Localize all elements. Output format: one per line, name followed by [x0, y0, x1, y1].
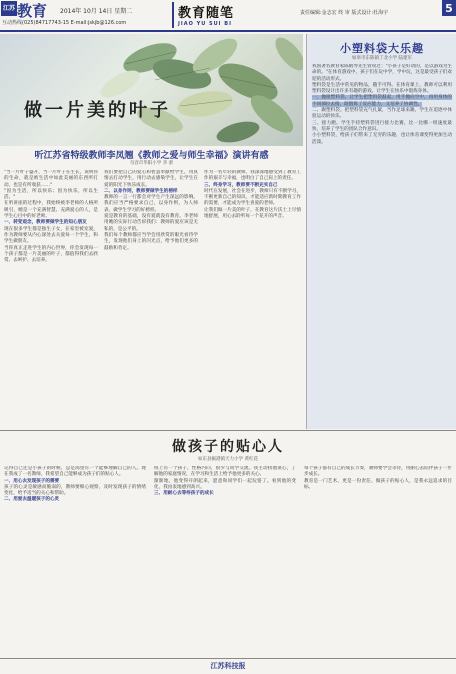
sidebar-article [306, 34, 456, 429]
paragraph: 时代在发展，社会在进步，教师只有不断学习，不断更新自己的知识，才能适应新时期教育工作的需要，才能成为学生喜爱的老师。 [204, 188, 301, 207]
section-heading: 二、以身作则，教师要做学生的榜样 [104, 188, 178, 194]
feature-title: 听江苏省特级教师李凤翘《教师之爱与师生幸福》演讲有感 [34, 151, 269, 161]
sidebar-body [312, 64, 452, 424]
column-pinyin: JIAO YU SUI BI [178, 21, 232, 27]
article2-byline: 如东县掘港镇天力小学 黄红花 [198, 457, 258, 462]
paragraph: 记得自己还是小孩子的时候，总是渴望有一个能够理解自己的人。现在我成了一名教师，我希望自己能够成为孩子们的贴心人。 [4, 466, 146, 478]
issue-date: 2014年 10月 14日 星期二 [60, 8, 133, 15]
section-heading: 二、用爱去温暖孩子的心灵 [4, 497, 60, 503]
paragraph: 当你真正走进学生的内心世界，你会发现每一个孩子都是一片美丽的叶子，都值得我们去欣赏、去呵护、去培养。 [4, 245, 98, 264]
column-title-box [172, 2, 248, 28]
paragraph: 孩子的心灵是敏感而脆弱的，教师要细心观察，及时发现孩子的情绪变化，给予适当的关心和帮助。 [4, 484, 146, 497]
page-header [0, 0, 456, 32]
article2-title: 做孩子的贴心人 [172, 439, 284, 455]
paragraph: "当一片叶子盛开，当一片叶子在生长，说明你的生命，就是被生活中如此美丽的东西所打动。也是有所收获……" [4, 170, 98, 188]
paragraph: 作为一名年轻的教师，我深深地感受到了教育工作的艰辛与幸福，也明白了自己肩上的责任。 [204, 170, 301, 182]
paragraph: 小小塑料袋，给孩子们带来了无穷的乐趣，也让体育课变得更加生动活泼。 [312, 133, 452, 145]
section-heading: 三、终身学习，教师要不断充实自己 [204, 182, 278, 188]
article2-column-3 [304, 466, 452, 656]
article2-column-2 [154, 466, 296, 656]
paragraph: 二、踢塑料袋。把塑料袋充气扎紧，当作足球来踢，学生在追逐中体验运动的快乐。 [312, 108, 452, 120]
paragraph: 塑料袋是生活中常见的物品，随手可得。在体育课上，教师可以利用塑料袋设计出许多有趣的游戏，让学生在快乐中锻炼身体。 [312, 82, 452, 95]
paragraph: 我们每个教师都应当学会用欣赏的眼光看待学生，发现他们身上的闪光点，给予他们更多的鼓励和肯定。 [104, 232, 198, 251]
paragraph: 现在很多学生都是独生子女，在家里被宠爱，作为教师要从内心深处去关爱每一个学生，和学生做朋友。 [4, 226, 98, 245]
newspaper-section-logo: 教育 [17, 2, 48, 20]
article2-column-1 [4, 466, 146, 656]
paragraph: 教师的一言一行都会对学生产生深远的影响。我们应当严格要求自己，以身作则，为人师表，做学生学习的好榜样。 [104, 195, 198, 213]
paragraph: 教育是一门艺术，更是一份责任。做孩子的贴心人，是我永远追求的目标。 [304, 478, 452, 490]
feature-byline: 句容市华阳小学 李 蕾 [129, 161, 174, 166]
feature-column-2 [104, 170, 198, 426]
highlighted-paragraph: 一、抛接塑料袋。让学生把塑料袋鼓起，用手抛向空中，再用身体的不同部位去接，既锻炼了反应能力，又培养了协调性。 [312, 95, 452, 107]
paragraph: 班上有一个孩子，性格内向，很少与同学交流。我主动找他谈心，了解他的家庭情况，在学习和生活上给予他更多的关心。 [154, 466, 296, 478]
paragraph: 爱是教育的基础，没有爱就没有教育。李老师用她的实际行动告诉我们：教师的爱应该是无私的，是公平的。 [104, 214, 198, 232]
paragraph: 让我们做一片美的叶子，在教育这片沃土上尽情地舒展，用心去聆听每一个花开的声音。 [204, 207, 301, 220]
feature-column-1 [4, 170, 98, 426]
paragraph: 在听讲座的过程中，我始终被李老师的人格所吸引，她是一个充满智慧、充满爱心的人，是学生心目中的好老师。 [4, 201, 98, 220]
section-heading: 三、用耐心去等待孩子的成长 [154, 491, 214, 497]
sidebar-byline: 如皋市东陈镇丁北小学 陆建军 [352, 56, 412, 61]
feature-headline: 做一片美的叶子 [24, 100, 171, 121]
leaves-illustration [0, 34, 303, 146]
paragraph: 每个孩子都有自己的成长节奏，教师要学会等待，用耐心去陪伴孩子一步步成长。 [304, 466, 452, 478]
paragraph: 我国著名教育家陈鹤琴先生曾说过："小孩子是好动的，是以游戏为生命的。"在体育游戏中，孩子们在玩中学，学中玩，这是最受孩子们欢迎的活动形式。 [312, 64, 452, 82]
feature-photo [0, 34, 303, 146]
section-divider [0, 430, 456, 431]
paragraph: 三、接力跑。学生手持塑料袋进行接力比赛，比一比哪一组速度最快，培养了学生的团队合作意识。 [312, 120, 452, 132]
newspaper-logo-mark: 江苏 [1, 1, 17, 16]
contact-line: 互动热线(025)84717743-15 E-mail:jskjb@126.com [2, 20, 127, 26]
page-footer: 江苏科技报 [0, 658, 456, 674]
editor-credits: 责任编辑:金志宏 终 审 版式设计:杜海宇 [300, 10, 389, 16]
paragraph: 渐渐地，他变得开朗起来，愿意和同学们一起玩耍了。看到他的变化，我由衷地感到高兴。 [154, 478, 296, 490]
section-heading: 一、转变观念，教师要做学生的知心朋友 [4, 220, 87, 226]
section-heading: 一、用心去发现孩子的需要 [4, 478, 60, 484]
header-rule [0, 30, 456, 32]
paragraph: "因为生活，所以快乐；因为快乐，所以生活。" [4, 188, 98, 201]
page-number: 5 [442, 0, 456, 16]
feature-column-3 [204, 170, 301, 426]
column-title: 教育随笔 [178, 6, 235, 21]
sidebar-title: 小塑料袋大乐趣 [340, 42, 424, 55]
paragraph: 我们要把自己的爱心和智慧奉献给学生，用真情去打动学生，用行动去感染学生，让学生在爱的阳光下快乐成长。 [104, 170, 198, 188]
